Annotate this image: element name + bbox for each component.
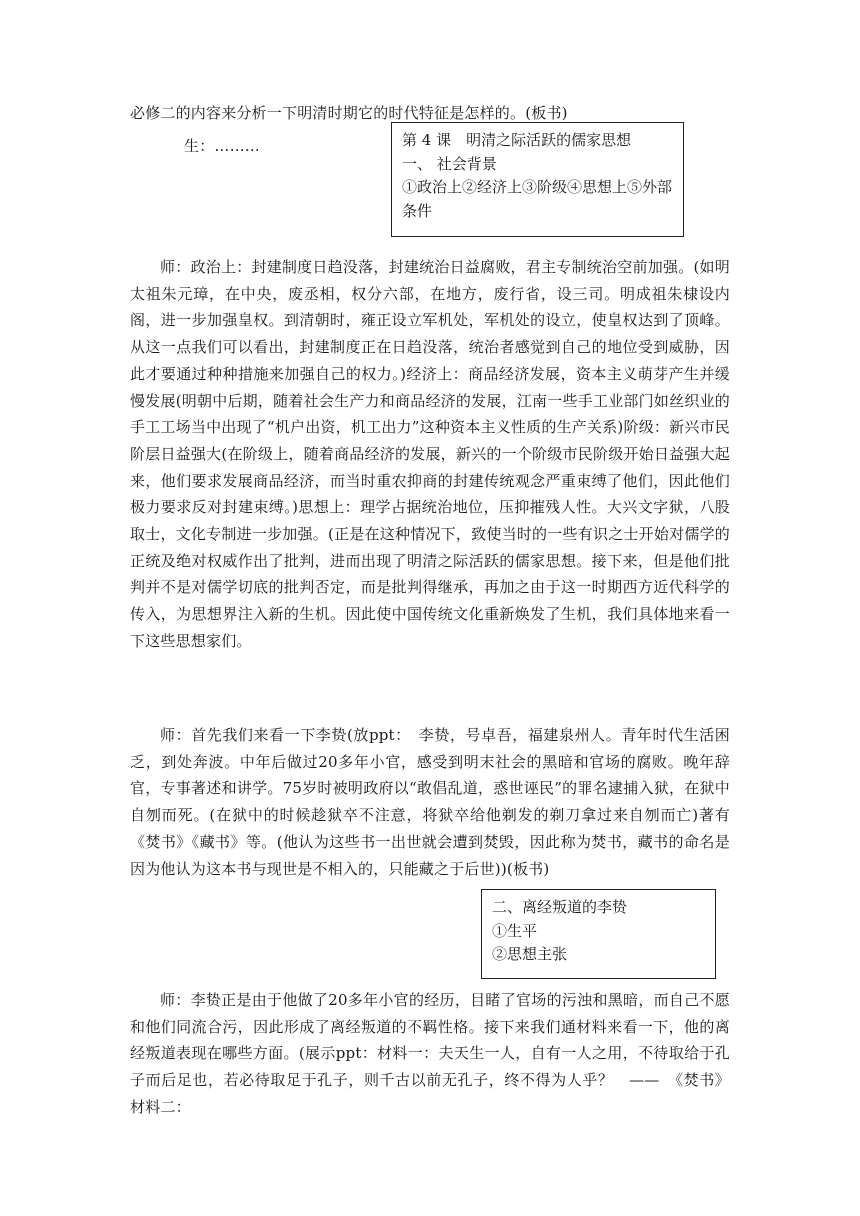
- board-note-point-ideas: ②思想主张: [492, 945, 568, 963]
- board-note-box-2: [481, 889, 716, 979]
- teacher-paragraph-li-zhi-intro: 师：首先我们来看一下李贽(放ppt： 李贽，号卓吾，福建泉州人。青年时代生活困乏，到处奔波。中年后做过20多年小官，感受到明末社会的黑暗和官场的腐败。晚年辞官，专事著述和讲学。75岁时被明政府以“敢倡乱道，惑世诬民”的罪名逮捕入狱，在狱中自刎而死。(在狱中的时候趁狱卒不注意，将狱卒给他剃发的剃刀拿过来自刎而亡)著有《焚书》《藏书》等。(他认为这些书一出世就会遭到焚毁，因此称为焚书，藏书的命名是因为他认为这本书与现世是不相入的，只能藏之于后世))(板书): [130, 726, 730, 878]
- board-note-section-heading-2: 二、离经叛道的李贽: [492, 898, 628, 916]
- intro-paragraph: 必修二的内容来分析一下明清时期它的时代特征是怎样的。(板书): [130, 104, 568, 122]
- board-note-point-biography: ①生平: [492, 921, 538, 940]
- teacher-paragraph-li-zhi-ideas: 师：李贽正是由于他做了20多年小官的经历，目睹了官场的污浊和黑暗，而自己不愿和他们同流合污，因此形成了离经叛道的不羁性格。接下来我们通材料来看一下，他的离经叛道表现在哪些方面。(展示ppt：材料一：夫天生一人，自有一人之用，不待取给于孔子而后足也，若必待取足于孔子，则千古以前无孔子，终不得为人乎？ —— 《焚书》材料二：: [130, 991, 730, 1116]
- board-note-section-heading: 一、 社会背景: [402, 154, 497, 173]
- teacher-paragraph-social-background: 师：政治上：封建制度日趋没落，封建统治日益腐败，君主专制统治空前加强。(如明太祖朱元璋，在中央，废丞相，权分六部，在地方，废行省，设三司。明成祖朱棣设内阁，进一步加强皇权。到清朝时，雍正设立军机处，军机处的设立，使皇权达到了顶峰。从这一点我们可以看出，封建制度正在日趋没落，统治者感觉到自己的地位受到威胁，因此才要通过种种措施来加强自己的权力。)经济上：商品经济发展，资本主义萌芽产生并缓慢发展(明朝中后期，随着社会生产力和商品经济的发展，江南一些手工业部门如丝织业的手工工场当中出现了“机户出资，机工出力”这种资本主义性质的生产关系)阶级：新兴市民阶层日益强大(在阶级上，随着商品经济的发展，新兴的一个阶级市民阶级开始日益强大起来，他们要求发展商品经济，而当时重农抑商的封建传统观念严重束缚了他们，因此他们极力要求反对封建束缚。)思想上：理学占据统治地位，压抑摧残人性。大兴文字狱，八股取士，文化专制进一步加强。(正是在这种情况下，致使当时的一些有识之士开始对儒学的正统及绝对权威作出了批判，进而出现了明清之际活跃的儒家思想。接下来，但是他们批判并不是对儒学切底的批判否定，而是批判得继承，再加之由于这一时期西方近代科学的传入，为思想界注入新的生机。因此使中国传统文化重新焕发了生机，我们具体地来看一下这些思想家们。: [130, 258, 730, 650]
- board-note-lesson-title: 第 4 课 明清之际活跃的儒家思想: [402, 131, 632, 149]
- board-note-box-1: [391, 122, 684, 237]
- student-reply: 生：………: [184, 137, 261, 155]
- board-note-points: ①政治上②经济上③阶级④思想上⑤外部条件: [402, 178, 673, 220]
